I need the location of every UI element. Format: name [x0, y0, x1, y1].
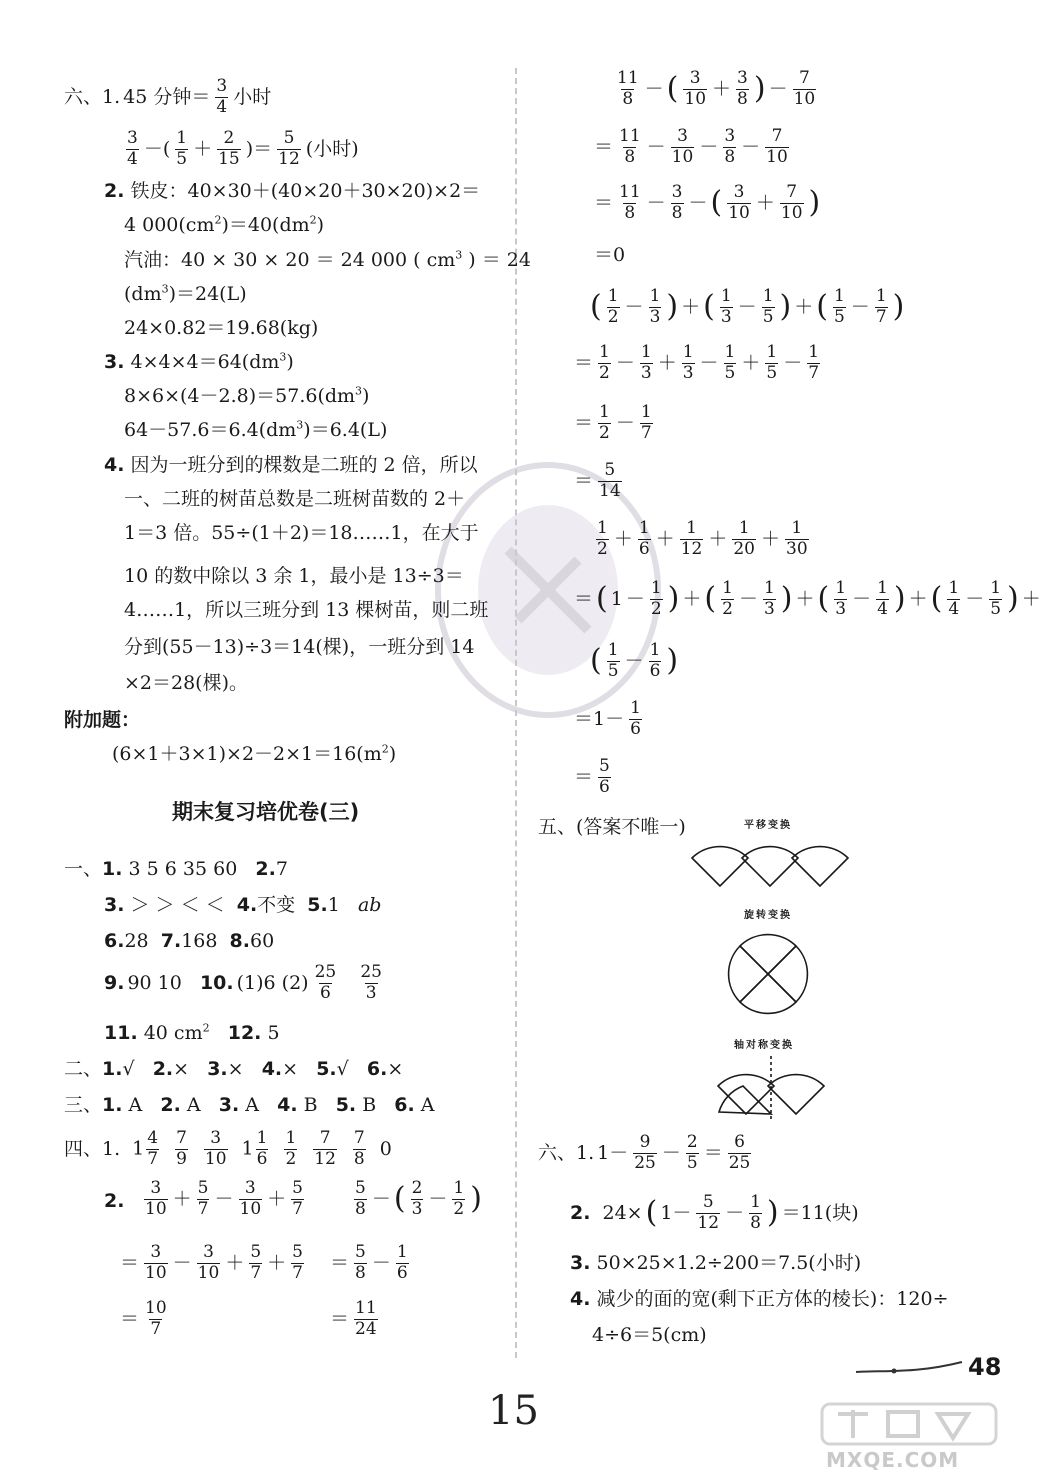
s4-q2a-line1: $\frac{3}{10}$ ＋ $\frac{5}{7}$ － $\frac{3}{10}$ ＋ $\frac{5}{7}$ — [145, 1178, 303, 1219]
translation-figure — [690, 836, 850, 896]
s6-q4-line1: 4. 因为一班分到的棵数是二班的 2 倍，所以 — [104, 454, 478, 476]
s6-q2-line4: $(dm^3)=24(L)$ — [124, 282, 247, 305]
s6-q3-line2: $8\times 6\times(4-2.8)=57.6(dm^3)$ — [124, 384, 370, 407]
s6-q1-line1: 六、1. 45 分钟＝ $\frac{3}{4}$ 小时 — [64, 76, 272, 117]
watermark-url: MXQE.COM — [826, 1448, 960, 1472]
d-line2: ＝ $\frac{1}{2}$ － $\frac{1}{3}$ ＋ $\frac{1}{3}$ － $\frac{1}{5}$ ＋ $\frac{1}{5}$ － $\frac{1}{7}$ — [574, 342, 820, 383]
extra-line: $(6\times 1+3\times 1)\times 2-2\times 1=16(m^2)$ — [112, 742, 397, 765]
s6-q2-line5: 24×0.82＝19.68(kg) — [124, 317, 319, 339]
s1-row2: 3. ＞ ＞ ＜ ＜ 4.不变 5.1 ab — [104, 894, 382, 916]
r-s6-q4-line2: 4÷6＝5(cm) — [592, 1324, 707, 1346]
s4-row1: 四、1. 1 $\frac{4}{7}$ $\frac{7}{9}$ $\frac{3}{10}$ 1 $\frac{1}{6}$ $\frac{1}{2}$ $\frac{7}{12}$ $\frac{7}{8}$ 0 — [64, 1128, 392, 1169]
extra-title: 附加题： — [64, 709, 141, 731]
fig-caption-rotation: 旋转变换 — [744, 910, 792, 921]
s2-row: 二、1.√ 2.× 3.× 4.× 5.√ 6.× — [64, 1058, 404, 1080]
s6-q3-line3: $64-57.6=6.4(dm^3)=6.4(L)$ — [124, 418, 388, 441]
s6-q2-line1: 2. 铁皮：40×30＋(40×20＋30×20)×2＝ — [104, 180, 481, 202]
rotation-figure — [718, 924, 818, 1024]
s6-q4-line3: 1＝3 倍。55÷(1＋2)＝18……1，在大于 — [124, 522, 479, 544]
e-line2b: ( $\frac{1}{5}$ － $\frac{1}{6}$ ) — [590, 640, 679, 681]
s6-q2-line3: 汽油：40 × 30 × 20 ＝ 24 000 ( $cm^3$ ) ＝ 24 — [124, 248, 531, 271]
s6-q4-line4: 10 的数中除以 3 余 1，最小是 13÷3＝ — [124, 565, 464, 587]
s6-q4-line5: 4……1，所以三班分到 13 棵树苗，则二班 — [124, 599, 489, 621]
decorative-swoosh — [854, 1356, 964, 1380]
c-line2: ＝ $\frac{11}{8}$ － $\frac{3}{10}$ － $\frac{3}{8}$ － $\frac{7}{10}$ — [594, 126, 788, 167]
s1-row4: 9. 90 10 10. (1)6 (2) $\frac{25}{6}$ $\frac{25}{3}$ — [104, 962, 382, 1003]
s4-q2a-line3: ＝ $\frac{10}{7}$ — [120, 1298, 167, 1339]
s6-q4-line6: 分到(55－13)÷3＝14(棵)，一班分到 14 — [124, 636, 475, 658]
s6-q1-line2: $\frac{3}{4}$ －( $\frac{1}{5}$ ＋ $\frac{2}{15}$ )＝ $\frac{5}{12}$ (小时) — [127, 128, 359, 169]
d-result: ＝ $\frac{5}{14}$ — [574, 460, 621, 501]
s4-q2-label: 2. — [104, 1190, 125, 1212]
s1-row3: 6.28 7.168 8.60 — [104, 930, 275, 952]
s6-q4-line7: ×2＝28(棵)。 — [124, 672, 249, 694]
s4-q2b-line3: ＝ $\frac{11}{24}$ — [330, 1298, 377, 1339]
d-line3: ＝ $\frac{1}{2}$ － $\frac{1}{7}$ — [574, 402, 652, 443]
page-number: 48 — [968, 1353, 1002, 1381]
s6-q4-line2: 一、二班的树苗总数是二班树苗数的 2＋ — [124, 488, 466, 510]
r-s6-q4-line1: 4. 减少的面的宽(剩下正方体的棱长)：120÷ — [570, 1288, 949, 1310]
e-line1: $\frac{1}{2}$ ＋ $\frac{1}{6}$ ＋ $\frac{1}{12}$ ＋ $\frac{1}{20}$ ＋ $\frac{1}{30}$ — [597, 518, 808, 559]
c-line3: ＝ $\frac{11}{8}$ － $\frac{3}{8}$ － ( $\frac{3}{10}$ ＋ $\frac{7}{10}$ ) — [594, 182, 821, 223]
s4-q2b-line1: $\frac{5}{8}$ － ( $\frac{2}{3}$ － $\frac{1}{2}$ ) — [355, 1178, 482, 1219]
s6-q2-line2: 4 $000(cm^2)=40(dm^2)$ — [124, 213, 325, 236]
e-line2: ＝ ( 1 － $\frac{1}{2}$ ) ＋ ( $\frac{1}{2}$ － $\frac{1}{3}$ ) ＋ ( $\frac{1}{3}$ － $\frac{1}{4}$ ) ＋ ( $\frac{1}{4}$ － $\frac{1}{5}$ ) ＋ — [574, 578, 1041, 619]
c-result: ＝0 — [594, 244, 626, 266]
d-line1: ( $\frac{1}{2}$ － $\frac{1}{3}$ ) ＋ ( $\frac{1}{3}$ － $\frac{1}{5}$ ) ＋ ( $\frac{1}{5}$ － $\frac{1}{7}$ ) — [590, 286, 905, 327]
fig-caption-reflection: 轴对称变换 — [734, 1040, 794, 1051]
s1-row5: 11. 40 $cm^2$ 12. 5 — [104, 1021, 280, 1044]
s1-row1: 一、1. 3 5 6 35 60 2.7 — [64, 858, 288, 880]
e-result: ＝ $\frac{5}{6}$ — [574, 756, 610, 797]
r-s6-q3: 3. 50×25×1.2÷200＝7.5(小时) — [570, 1252, 862, 1274]
reflection-figure — [716, 1054, 826, 1120]
s3-row: 三、1. A 2. A 3. A 4. B 5. B 6. A — [64, 1094, 435, 1116]
c-line1: $\frac{11}{8}$ － ( $\frac{3}{10}$ ＋ $\frac{3}{8}$ ) － $\frac{7}{10}$ — [617, 68, 816, 109]
section-heading: 期末复习培优卷(三) — [172, 800, 360, 824]
fraction: $\frac{3}{4}$ — [216, 76, 228, 117]
s5-label: 五、(答案不唯一) — [538, 816, 686, 838]
r-s6-q1: 六、1. 1－ $\frac{9}{25}$ － $\frac{2}{5}$ ＝ $\frac{6}{25}$ — [538, 1132, 751, 1173]
fig-caption-translation: 平移变换 — [744, 820, 792, 831]
s4-q2b-line2: ＝ $\frac{5}{8}$ － $\frac{1}{6}$ — [330, 1242, 408, 1283]
s4-q2a-line2: ＝ $\frac{3}{10}$ － $\frac{3}{10}$ ＋ $\frac{5}{7}$ ＋ $\frac{5}{7}$ — [120, 1242, 303, 1283]
s6-q3-line1: 3. $4\times 4\times 4=64(dm^3)$ — [104, 350, 294, 373]
e-line3: ＝1－ $\frac{1}{6}$ — [574, 698, 641, 739]
r-s6-q2: 2. 24× ( 1－ $\frac{5}{12}$ － $\frac{1}{8}$ ) ＝11(块) — [570, 1192, 859, 1233]
handwritten-number: 15 — [488, 1388, 539, 1434]
